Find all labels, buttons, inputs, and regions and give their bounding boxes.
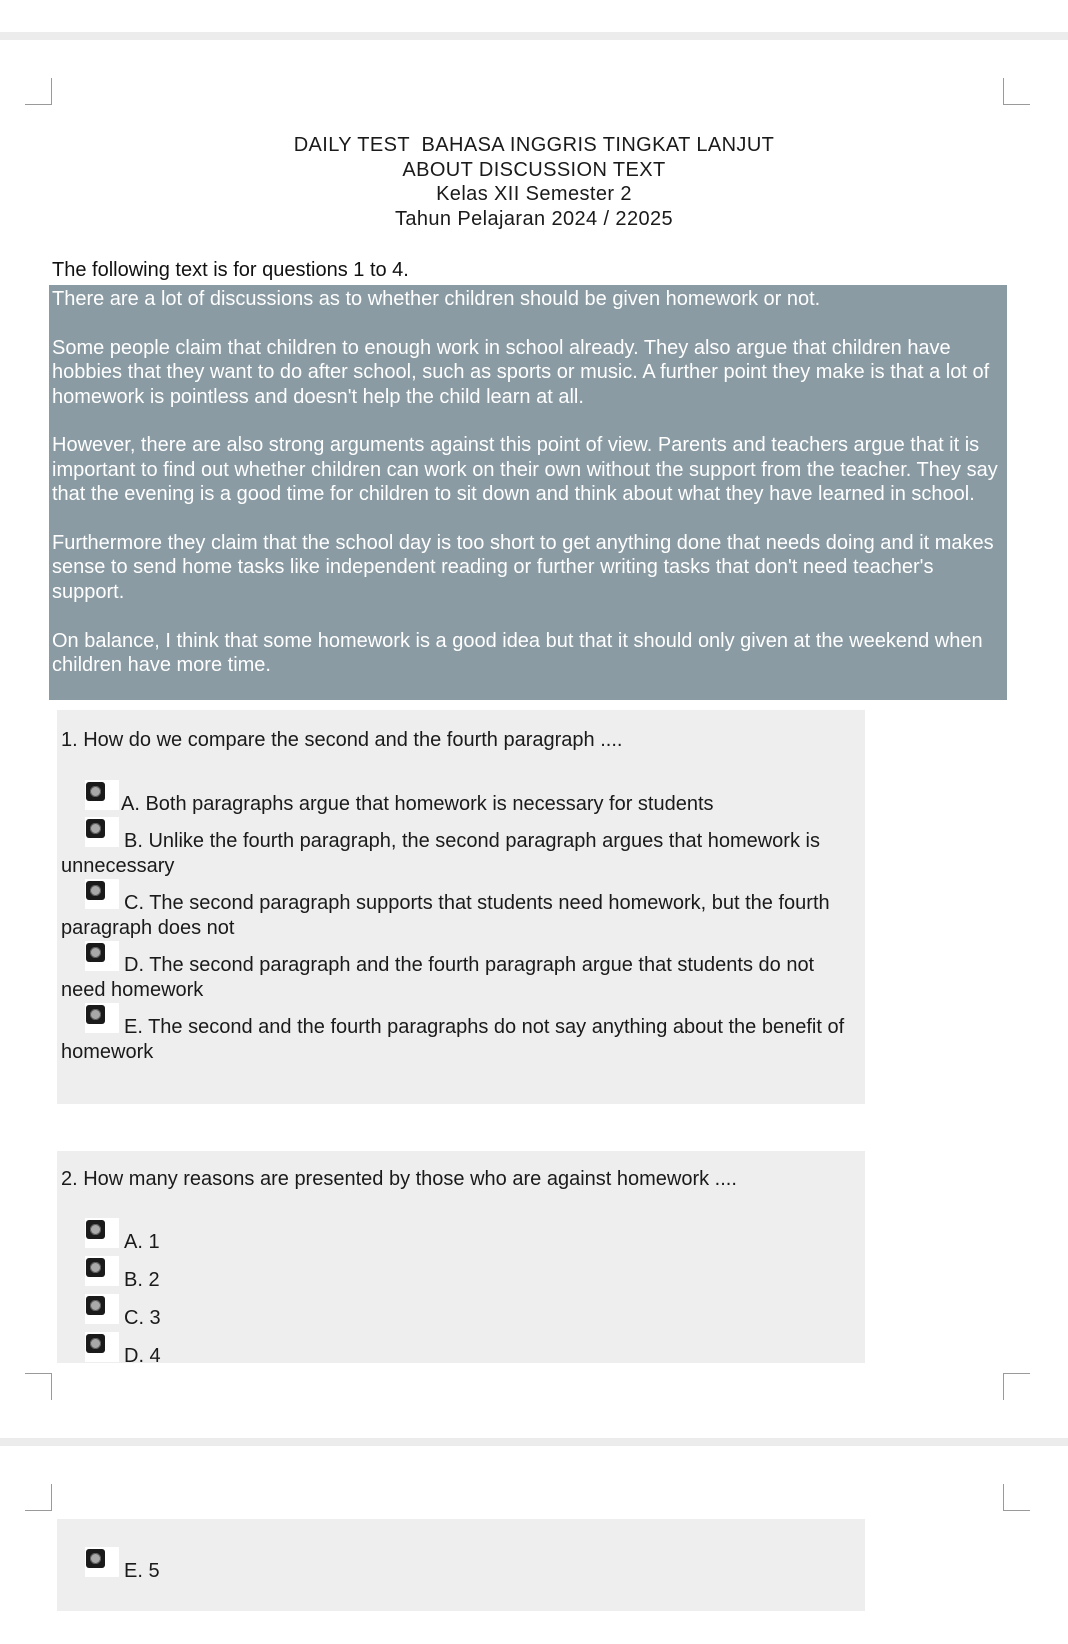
question-1-option-b[interactable]	[61, 829, 861, 878]
option-e-radio[interactable]	[85, 1547, 119, 1577]
test-header	[0, 133, 1068, 231]
page-separator-top	[0, 32, 1068, 40]
option-b-radio[interactable]	[85, 1256, 119, 1286]
option-d-radio[interactable]	[85, 1332, 119, 1362]
question-2-card-continued	[57, 1519, 865, 1611]
question-2-option-c[interactable]	[61, 1306, 861, 1331]
margin-corner-bottom-right	[1003, 1373, 1030, 1400]
passage-paragraph-4: Furthermore they claim that the school day is too short to get anything done that needs doing and it makes sense to send home tasks like independent reading or further writing tasks that don't need teacher's support.	[52, 532, 994, 603]
passage-paragraph-5: On balance, I think that some homework is a good idea but that it should only given at the weekend when children have more time.	[52, 629, 983, 677]
option-e-label: E. The second and the fourth paragraphs do not say anything about the benefit of homework	[61, 1016, 845, 1063]
passage-paragraph-3: However, there are also strong arguments against this point of view. Parents and teachers argue that it is important to find out whether children can work on their own without the support from the teacher. They say that the evening is a good time for children to sit down and think about what they have learned in school.	[52, 434, 998, 506]
radio-icon	[86, 1220, 105, 1239]
radio-icon	[86, 1005, 105, 1024]
option-e-label: E. 5	[124, 1560, 160, 1582]
option-c-radio[interactable]	[85, 879, 119, 909]
header-title: DAILY TEST BAHASA INGGRIS TINGKAT LANJUT	[293, 134, 775, 156]
option-c-label: C. The second paragraph supports that students need homework, but the fourth paragraph does not	[61, 892, 830, 939]
margin-corner-top-right	[1003, 1484, 1030, 1511]
passage-intro: The following text is for questions 1 to 4.	[52, 259, 409, 281]
option-b-radio[interactable]	[85, 817, 119, 847]
option-a-label: A. Both paragraphs argue that homework is necessary for students	[121, 793, 714, 815]
margin-corner-top-right	[1003, 78, 1030, 105]
question-2-option-b[interactable]	[61, 1268, 861, 1293]
question-1-option-a[interactable]	[61, 792, 861, 817]
option-b-label: B. Unlike the fourth paragraph, the second paragraph argues that homework is unnecessary	[61, 830, 820, 877]
question-2-option-d[interactable]	[61, 1344, 861, 1363]
question-1-card	[57, 710, 865, 1104]
radio-icon	[86, 782, 105, 801]
option-a-label: A. 1	[124, 1231, 160, 1253]
option-b-label: B. 2	[124, 1269, 160, 1291]
radio-icon	[86, 1334, 105, 1353]
option-d-radio[interactable]	[85, 941, 119, 971]
option-d-label: D. 4	[124, 1345, 161, 1363]
radio-icon	[86, 881, 105, 900]
passage-paragraph-1: There are a lot of discussions as to whether children should be given homework or not.	[52, 288, 821, 310]
option-e-radio[interactable]	[85, 1003, 119, 1033]
option-a-radio[interactable]	[85, 1218, 119, 1248]
radio-icon	[86, 1296, 105, 1315]
margin-corner-top-left	[25, 1484, 52, 1511]
header-year: Tahun Pelajaran 2024 / 22025	[394, 207, 674, 230]
option-c-label: C. 3	[124, 1307, 161, 1329]
radio-icon	[86, 943, 105, 962]
header-subtitle: ABOUT DISCUSSION TEXT	[402, 158, 666, 181]
question-1-option-c[interactable]	[61, 891, 861, 940]
margin-corner-bottom-left	[25, 1373, 52, 1400]
option-a-radio[interactable]	[85, 780, 119, 810]
radio-icon	[86, 1549, 105, 1568]
reading-passage	[49, 285, 1007, 700]
radio-icon	[86, 819, 105, 838]
question-1-option-e[interactable]	[61, 1015, 861, 1064]
margin-corner-top-left	[25, 78, 52, 105]
header-class: Kelas XII Semester 2	[436, 183, 632, 205]
question-2-text: 2. How many reasons are presented by those who are against homework ....	[61, 1168, 737, 1190]
passage-paragraph-2: Some people claim that children to enough work in school already. They also argue that children have hobbies that they want to do after school, such as sports or music. A further point they make is that a lot of homework is pointless and doesn't help the child learn at all.	[52, 336, 990, 408]
page-separator-middle	[0, 1438, 1068, 1446]
question-2-option-e[interactable]	[61, 1559, 861, 1584]
option-d-label: D. The second paragraph and the fourth paragraph argue that students do not need homework	[61, 954, 815, 1001]
question-1-text: 1. How do we compare the second and the fourth paragraph ....	[61, 729, 623, 751]
question-2-option-a[interactable]	[61, 1230, 861, 1255]
radio-icon	[86, 1258, 105, 1277]
question-1-option-d[interactable]	[61, 953, 861, 1002]
option-c-radio[interactable]	[85, 1294, 119, 1324]
question-2-card	[57, 1151, 865, 1363]
